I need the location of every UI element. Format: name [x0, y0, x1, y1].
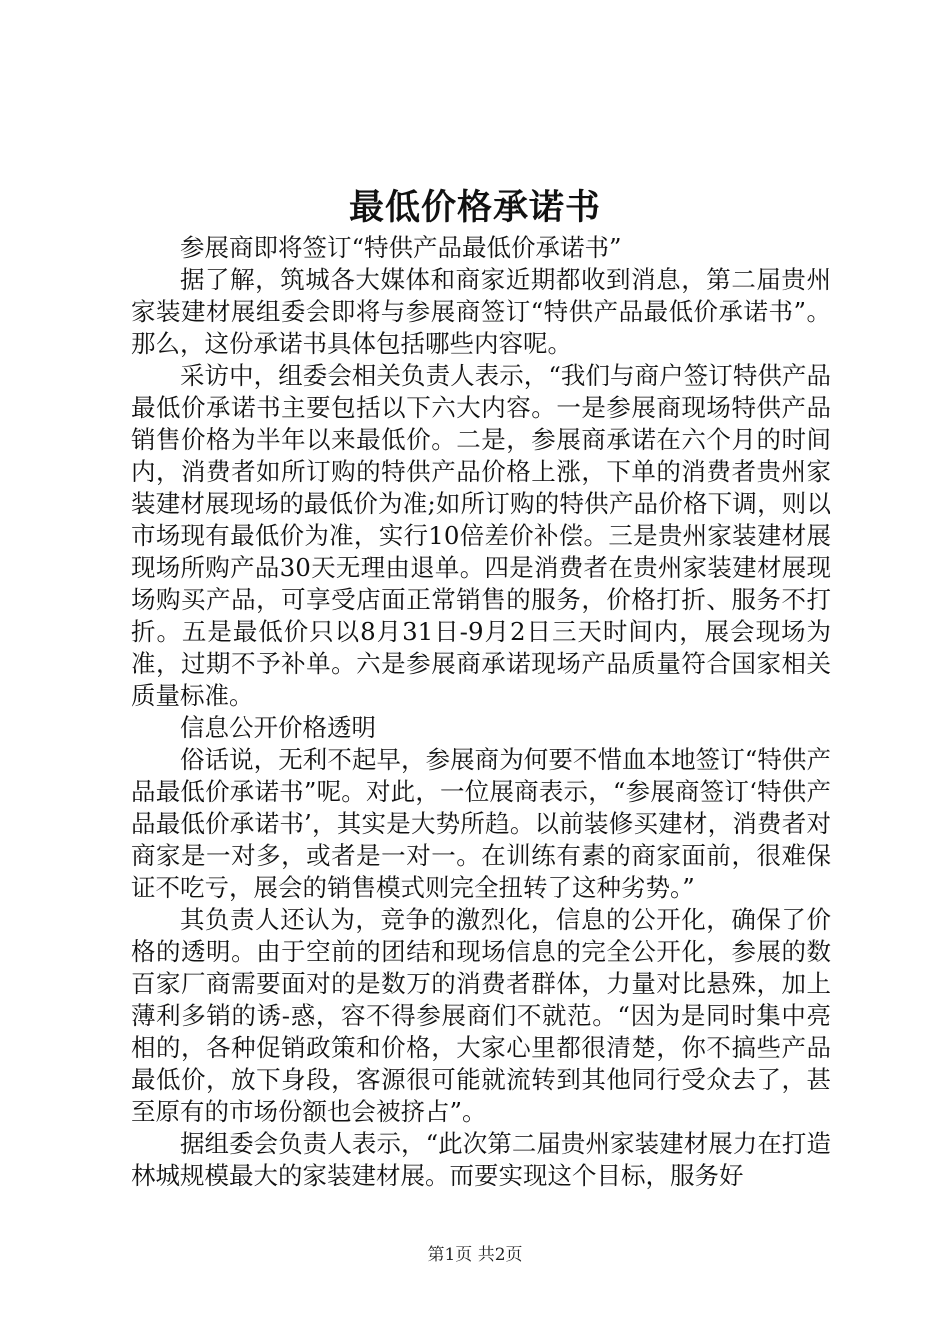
paragraph: 据了解，筑城各大媒体和商家近期都收到消息，第二届贵州家装建材展组委会即将与参展商签订“特供产品最低价承诺书”。那么，这份承诺书具体包括哪些内容呢。 — [131, 265, 831, 358]
paragraph: 俗话说，无利不起早，参展商为何要不惜血本地签订“特供产品最低价承诺书”呢。对此，一位展商表示，“参展商签订‘特供产品最低价承诺书’，其实是大势所趋。以前装修买建材，消费者对商家是一对多，或者是一对一。在训练有素的商家面前，很难保证不吃亏，展会的销售模式则完全扭转了这种劣势。” — [131, 745, 831, 902]
paragraph: 其负责人还认为，竞争的激烈化，信息的公开化，确保了价格的透明。由于空前的团结和现场信息的完全公开化，参展的数百家厂商需要面对的是数万的消费者群体，力量对比悬殊，加上薄利多销的诱-惑，容不得参展商们不就范。“因为是同时集中亮相的，各种促销政策和价格，大家心里都很清楚，你不搞些产品最低价，放下身段，客源很可能就流转到其他同行受众去了，甚至原有的市场份额也会被挤占”。 — [131, 905, 831, 1126]
section-subhead: 信息公开价格透明 — [180, 713, 376, 742]
section-subhead: 参展商即将签订“特供产品最低价承诺书” — [180, 233, 622, 262]
page-footer: 第1页 共2页 — [427, 1245, 523, 1265]
paragraph: 采访中，组委会相关负责人表示，“我们与商户签订特供产品最低价承诺书主要包括以下六大内容。一是参展商现场特供产品销售价格为半年以来最低价。二是，参展商承诺在六个月的时间内，消费者如所订购的特供产品价格上涨，下单的消费者贵州家装建材展现场的最低价为准;如所订购的特供产品价格下调，则以市场现有最低价为准，实行10倍差价补偿。三是贵州家装建材展现场所购产品30天无理由退单。四是消费者在贵州家装建材展现场购买产品，可享受店面正常销售的服务，价格打折、服务不打折。五是最低价只以8月31日-9月2日三天时间内，展会现场为准，过期不予补单。六是参展商承诺现场产品质量符合国家相关质量标准。 — [131, 361, 831, 710]
document-title: 最低价格承诺书 — [348, 187, 601, 228]
paragraph: 据组委会负责人表示，“此次第二届贵州家装建材展力在打造林城规模最大的家装建材展。而要实现这个目标，服务好 — [131, 1129, 831, 1190]
document-body — [131, 232, 831, 1192]
